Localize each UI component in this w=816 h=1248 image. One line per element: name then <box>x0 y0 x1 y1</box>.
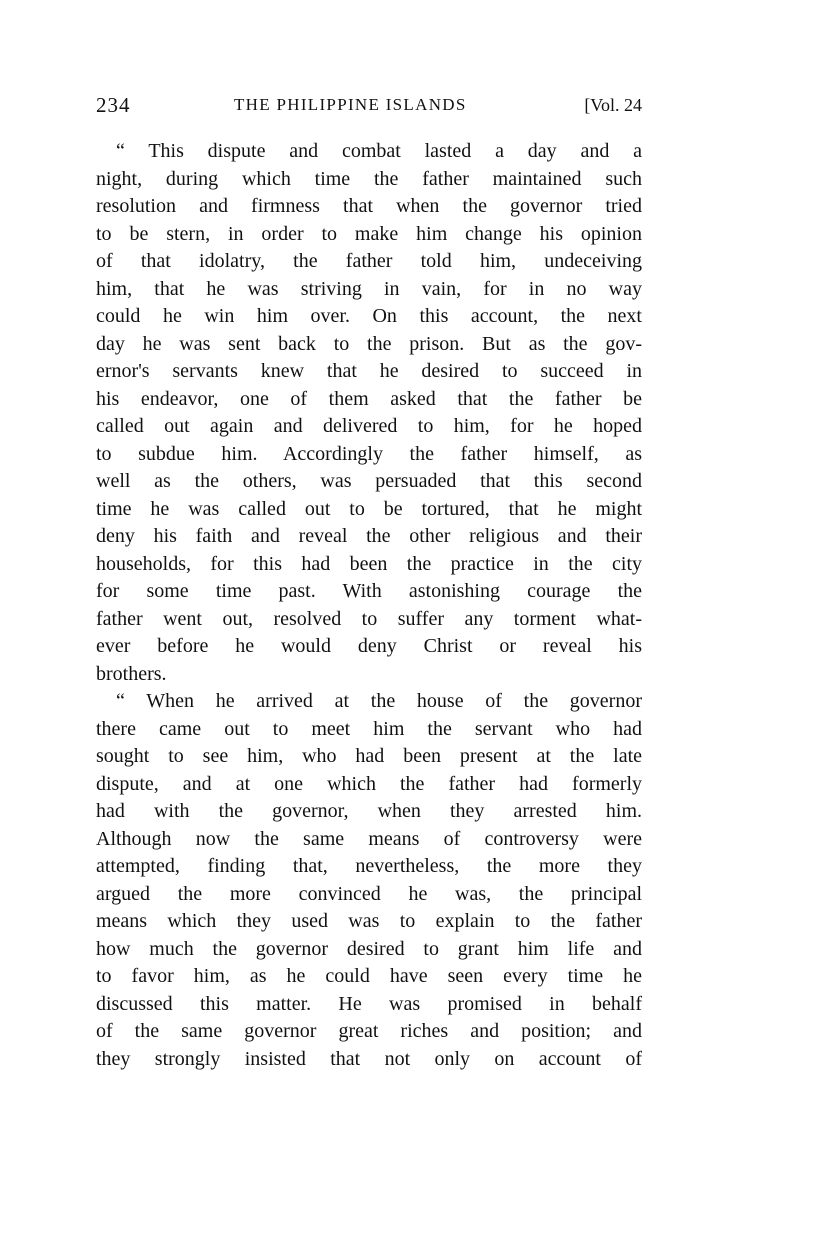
text-line: to subdue him. Accordingly the father himself, as <box>96 442 642 465</box>
text-line: day he was sent back to the prison. But as the gov- <box>96 332 642 355</box>
text-line: “ This dispute and combat lasted a day and a <box>116 140 642 162</box>
text-line: called out again and delivered to him, for he hoped <box>96 415 642 437</box>
text-line: father went out, resolved to suffer any torment what- <box>96 607 642 630</box>
paragraph <box>96 688 642 1073</box>
paragraph <box>96 138 642 688</box>
text-line: of the same governor great riches and position; and <box>96 1020 642 1042</box>
text-line: well as the others, was persuaded that this second <box>96 470 642 492</box>
text-line: households, for this had been the practice in the city <box>96 552 642 575</box>
text-line: time he was called out to be tortured, that he might <box>96 497 642 520</box>
book-title: THE PHILIPPINE ISLANDS <box>234 95 467 114</box>
text-line: him, that he was striving in vain, for in no way <box>96 277 642 300</box>
volume-label: [Vol. 24 <box>584 95 642 115</box>
text-line: how much the governor desired to grant him life and <box>96 937 642 960</box>
text-line: attempted, finding that, nevertheless, the more they <box>96 855 642 877</box>
text-line: argued the more convinced he was, the principal <box>96 882 642 905</box>
text-line: deny his faith and reveal the other religious and their <box>96 525 642 547</box>
page-number: 234 <box>96 93 131 117</box>
text-line: Although now the same means of controversy were <box>96 827 642 850</box>
text-line: had with the governor, when they arrested him. <box>96 800 642 822</box>
text-line: means which they used was to explain to the father <box>96 910 642 932</box>
text-line: there came out to meet him the servant who had <box>96 717 642 740</box>
text-line: to favor him, as he could have seen every time he <box>96 965 642 987</box>
text-line: could he win him over. On this account, the next <box>96 305 642 327</box>
running-head <box>96 90 642 120</box>
text-line: his endeavor, one of them asked that the father be <box>96 387 642 410</box>
text-line: brothers. <box>96 662 167 685</box>
text-line: for some time past. With astonishing courage the <box>96 580 642 602</box>
text-line: discussed this matter. He was promised in behalf <box>96 992 642 1015</box>
text-line: sought to see him, who had been present at the late <box>96 745 642 767</box>
text-line: ernor's servants knew that he desired to succeed in <box>96 360 642 382</box>
text-line: “ When he arrived at the house of the governor <box>116 690 642 712</box>
text-line: dispute, and at one which the father had formerly <box>96 772 642 795</box>
text-line: night, during which time the father maintained such <box>96 167 642 190</box>
text-line: resolution and firmness that when the governor tried <box>96 195 642 217</box>
text-line: they strongly insisted that not only on account of <box>96 1047 642 1070</box>
body-text <box>96 138 642 1073</box>
text-line: ever before he would deny Christ or reveal his <box>96 635 642 657</box>
text-line: of that idolatry, the father told him, undeceiving <box>96 250 642 272</box>
text-line: to be stern, in order to make him change his opinion <box>96 222 642 245</box>
